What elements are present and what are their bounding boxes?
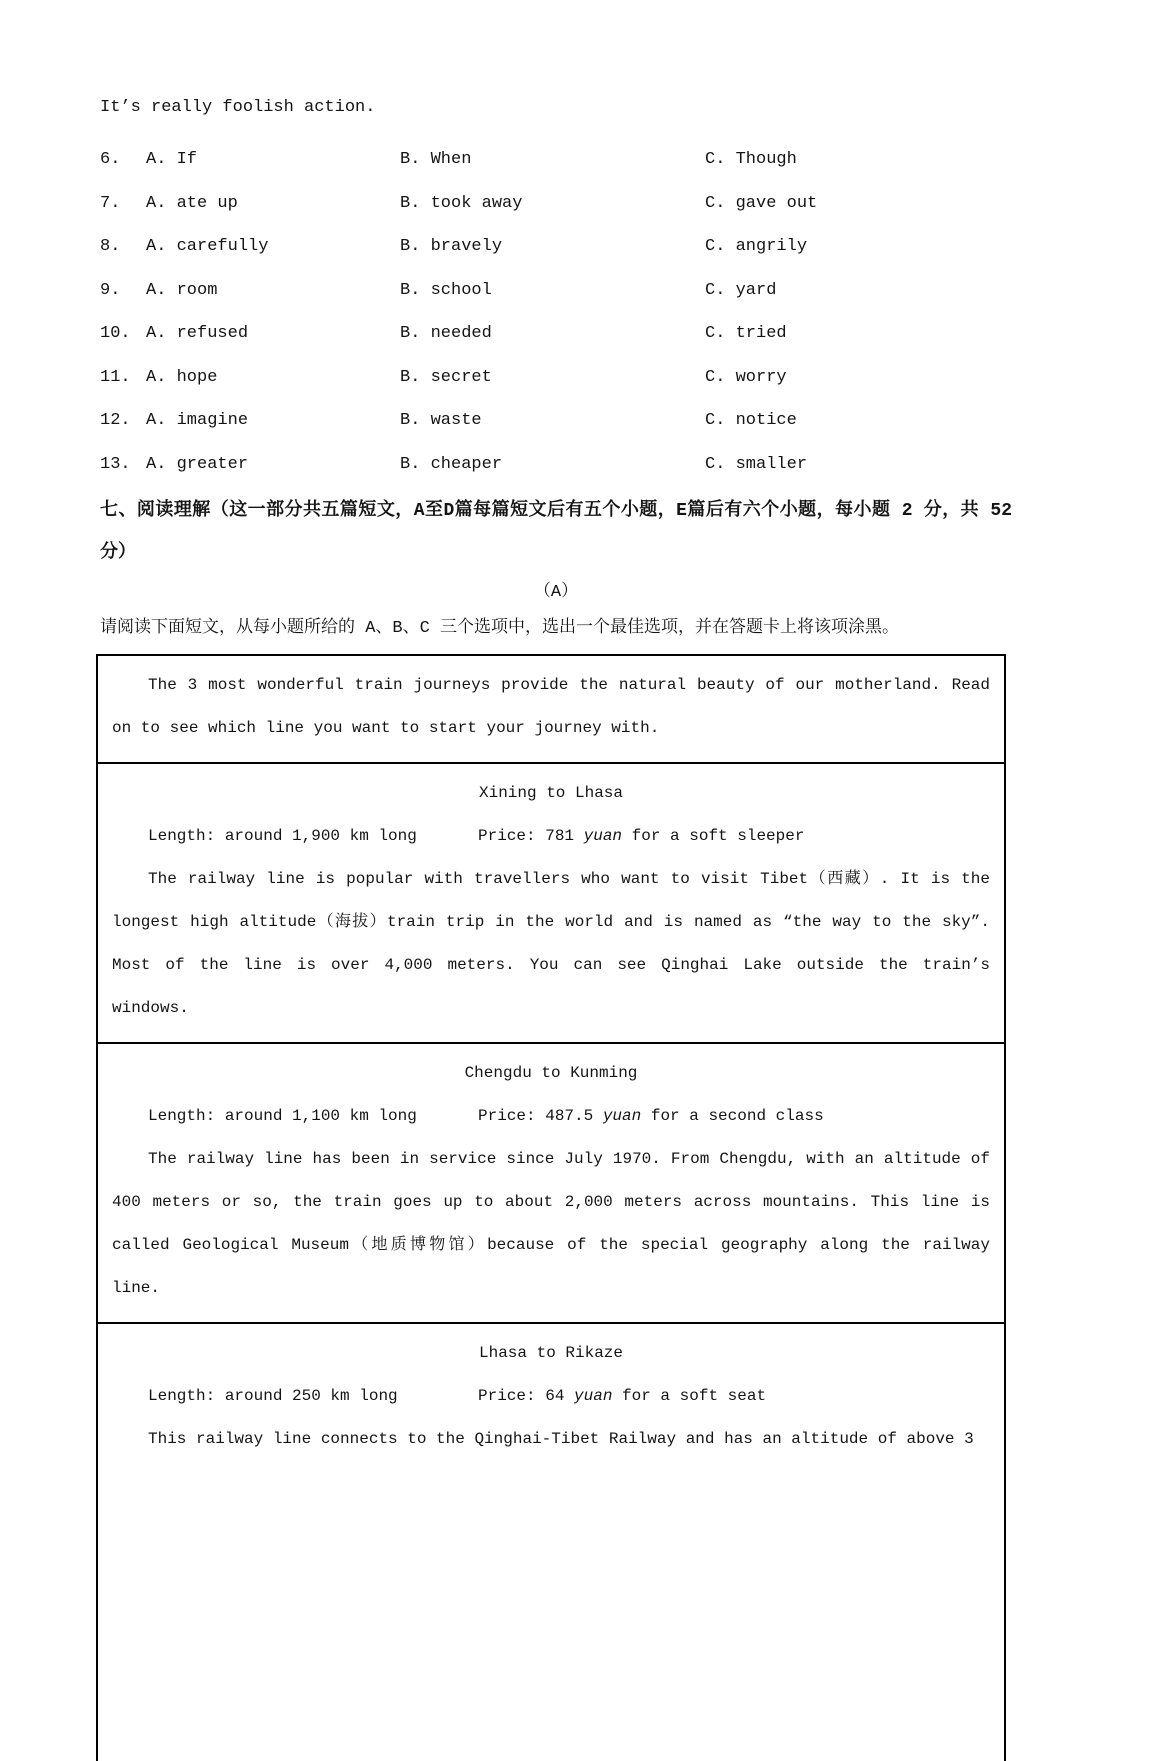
question-number: 8. [100,237,121,257]
option-a: A. imagine [146,411,249,431]
passage-label: （A） [533,583,579,602]
price-currency: yuan [574,1387,613,1405]
question-row-9 [100,269,1012,313]
price-currency: yuan [602,1107,642,1125]
option-a: A. hope [146,367,218,387]
price-suffix: for a soft sleeper [622,827,805,845]
intro-sentence: It’s really foolish action. [100,98,376,117]
option-b: B. needed [400,324,492,344]
passage-title: Xining to Lhasa [478,784,624,802]
passage-meta [112,815,990,858]
passage-row-lhasa-rikaze [98,1322,1004,1761]
option-b: B. When [400,150,472,170]
option-c: C. angrily [705,237,808,257]
option-c: C. tried [705,324,787,344]
option-c: C. worry [705,367,787,387]
option-c: C. smaller [705,454,808,474]
option-a: A. ate up [146,193,238,213]
option-a: A. room [146,280,218,300]
question-number: 12. [100,411,131,431]
passage-price [478,1375,766,1418]
passage-price [478,815,804,858]
option-b: B. school [400,280,492,300]
section-heading: 七、阅读理解（这一部分共五篇短文，A至D篇每篇短文后有五个小题，E篇后有六个小题，每小题 2 分，共 52 分） [100,501,1012,563]
passage-length: Length: around 250 km long [148,1387,398,1405]
price-prefix: Price: 781 [478,827,584,845]
table-intro-text: The 3 most wonderful train journeys provide the natural beauty of our motherland. Read on to see which line you want to start your journey with. [112,676,990,737]
question-number: 10. [100,324,131,344]
passage-title: Lhasa to Rikaze [478,1344,624,1362]
price-suffix: for a second class [641,1107,824,1125]
question-number: 11. [100,367,131,387]
option-c: C. Though [705,150,797,170]
option-c: C. notice [705,411,797,431]
question-row-13 [100,443,1012,487]
passage-row-xining-lhasa [98,762,1004,1042]
question-row-12 [100,399,1012,443]
question-list [100,138,1012,486]
passage-meta [112,1095,990,1138]
price-prefix: Price: 487.5 [478,1107,603,1125]
passage-length: Length: around 1,100 km long [148,1107,417,1125]
passage-meta [112,1375,990,1418]
question-row-11 [100,356,1012,400]
passage-length: Length: around 1,900 km long [148,827,417,845]
price-suffix: for a soft seat [612,1387,767,1405]
price-prefix: Price: 64 [478,1387,575,1405]
question-number: 13. [100,454,131,474]
question-row-6 [100,138,1012,182]
option-b: B. cheaper [400,454,503,474]
exam-page [100,0,1012,1761]
option-a: A. carefully [146,237,269,257]
option-c: C. yard [705,280,777,300]
passage-price [478,1095,824,1138]
question-row-7 [100,182,1012,226]
passage-body: The railway line has been in service since July 1970. From Chengdu, with an altitude of 400 meters or so, the train goes up to about 2,000 meters across mountains. This line is called Geological Museum（地质博物馆）because of the special geography along the railway line. [112,1150,990,1297]
question-number: 7. [100,193,121,213]
table-intro-row [98,656,1004,762]
option-c: C. gave out [705,193,818,213]
passage-body: The railway line is popular with travellers who want to visit Tibet（西藏）. It is the longest high altitude（海拔）train trip in the world and is named as “the way to the sky”. Most of the line is over 4,000 meters. You can see Qinghai Lake outside the train’s windows. [112,870,990,1017]
option-b: B. waste [400,411,482,431]
passage-title: Chengdu to Kunming [464,1064,638,1082]
option-b: B. bravely [400,237,503,257]
question-row-8 [100,225,1012,269]
price-currency: yuan [583,827,623,845]
passage-body: This railway line connects to the Qinghai-Tibet Railway and has an altitude of above 3 [148,1430,974,1448]
question-row-10 [100,312,1012,356]
question-number: 6. [100,150,121,170]
reading-passage-table [96,654,1006,1761]
option-b: B. secret [400,367,492,387]
option-b: B. took away [400,193,523,213]
passage-instruction: 请阅读下面短文，从每小题所给的 A、B、C 三个选项中，选出一个最佳选项，并在答题卡上将该项涂黑。 [100,619,900,638]
option-a: A. refused [146,324,249,344]
option-a: A. greater [146,454,249,474]
question-number: 9. [100,280,121,300]
passage-row-chengdu-kunming [98,1042,1004,1322]
option-a: A. If [146,150,198,170]
